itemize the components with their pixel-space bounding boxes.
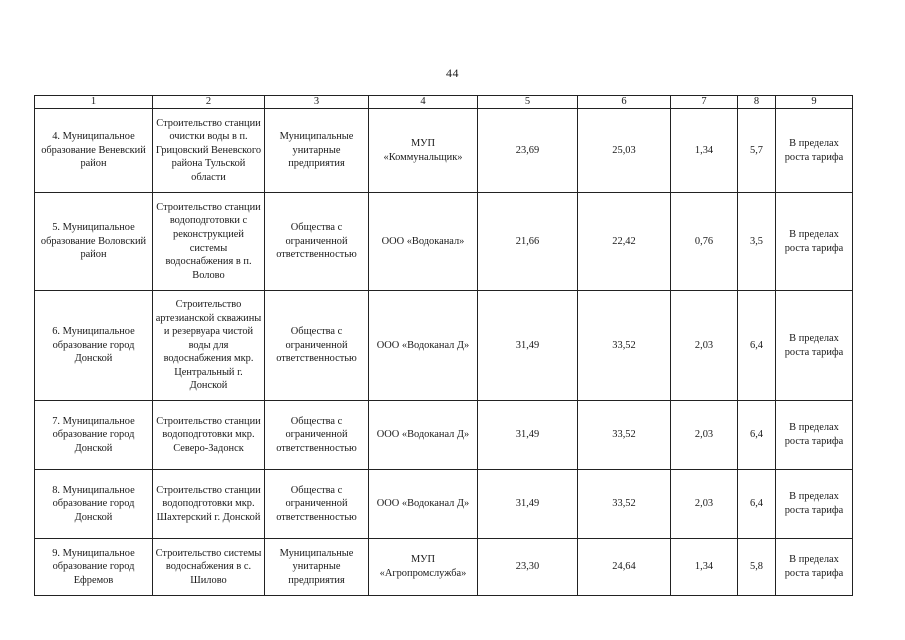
- municipality-cell: [35, 470, 153, 539]
- value-col5-cell: 21,66: [478, 193, 578, 291]
- tariff-limit-cell: В пределах роста тарифа: [776, 193, 853, 291]
- column-header: 8: [738, 96, 776, 109]
- value-col5-cell: 23,30: [478, 539, 578, 596]
- column-header: 1: [35, 96, 153, 109]
- table-row: [35, 193, 853, 291]
- value-col5-cell: 31,49: [478, 470, 578, 539]
- tariff-limit-cell: В пределах роста тарифа: [776, 109, 853, 193]
- row-number: 7.: [52, 415, 61, 427]
- column-header: 6: [578, 96, 671, 109]
- table-row: [35, 109, 853, 193]
- org-type-cell: Общества с ограниченной ответственностью: [265, 470, 369, 539]
- municipality-cell: [35, 193, 153, 291]
- value-col7-cell: 1,34: [671, 109, 738, 193]
- page-number: 44: [446, 66, 459, 80]
- column-header: 3: [265, 96, 369, 109]
- value-col6-cell: 33,52: [578, 291, 671, 401]
- row-number: 4.: [52, 131, 61, 143]
- org-type-cell: Муниципальные унитарные предприятия: [265, 539, 369, 596]
- project-cell: Строительство артезианской скважины и резервуара чистой воды для водоснабжения мкр. Центральный г. Донской: [153, 291, 265, 401]
- organization-cell: ООО «Водоканал Д»: [369, 470, 478, 539]
- value-col8-cell: 6,4: [738, 291, 776, 401]
- column-header: 5: [478, 96, 578, 109]
- organization-cell: МУП «Агропромслужба»: [369, 539, 478, 596]
- row-number: 6.: [52, 326, 61, 338]
- column-number-row: [35, 96, 853, 109]
- column-header: 7: [671, 96, 738, 109]
- project-cell: Строительство станции водоподготовки мкр. Северо-Задонск: [153, 401, 265, 470]
- value-col6-cell: 33,52: [578, 401, 671, 470]
- value-col7-cell: 0,76: [671, 193, 738, 291]
- tariff-limit-cell: В пределах роста тарифа: [776, 401, 853, 470]
- value-col6-cell: 24,64: [578, 539, 671, 596]
- municipality-cell: [35, 539, 153, 596]
- project-cell: Строительство станции водоподготовки мкр. Шахтерский г. Донской: [153, 470, 265, 539]
- row-number: 8.: [52, 484, 61, 496]
- value-col7-cell: 2,03: [671, 291, 738, 401]
- value-col8-cell: 6,4: [738, 401, 776, 470]
- row-number: 5.: [52, 222, 61, 234]
- value-col7-cell: 2,03: [671, 470, 738, 539]
- value-col5-cell: 31,49: [478, 291, 578, 401]
- project-cell: Строительство станции водоподготовки с реконструкцией системы водоснабжения в п. Волово: [153, 193, 265, 291]
- org-type-cell: Общества с ограниченной ответственностью: [265, 401, 369, 470]
- tariff-limit-cell: В пределах роста тарифа: [776, 470, 853, 539]
- organization-cell: МУП «Коммунальщик»: [369, 109, 478, 193]
- tariff-limit-cell: В пределах роста тарифа: [776, 539, 853, 596]
- value-col8-cell: 5,8: [738, 539, 776, 596]
- value-col7-cell: 1,34: [671, 539, 738, 596]
- municipality-cell: [35, 291, 153, 401]
- table-row: [35, 401, 853, 470]
- value-col6-cell: 33,52: [578, 470, 671, 539]
- value-col6-cell: 22,42: [578, 193, 671, 291]
- municipality-name: Муниципальное образование город Донской: [52, 326, 135, 365]
- value-col5-cell: 23,69: [478, 109, 578, 193]
- table-row: [35, 291, 853, 401]
- org-type-cell: Муниципальные унитарные предприятия: [265, 109, 369, 193]
- column-header: 9: [776, 96, 853, 109]
- column-header: 2: [153, 96, 265, 109]
- value-col8-cell: 5,7: [738, 109, 776, 193]
- org-type-cell: Общества с ограниченной ответственностью: [265, 193, 369, 291]
- tariff-limit-cell: В пределах роста тарифа: [776, 291, 853, 401]
- value-col8-cell: 3,5: [738, 193, 776, 291]
- municipality-cell: [35, 109, 153, 193]
- row-number: 9.: [52, 547, 61, 559]
- column-header: 4: [369, 96, 478, 109]
- organization-cell: ООО «Водоканал»: [369, 193, 478, 291]
- municipality-name: Муниципальное образование Воловский район: [40, 222, 147, 261]
- municipality-name: Муниципальное образование город Ефремов: [52, 547, 135, 586]
- tariff-table: [34, 95, 853, 596]
- value-col6-cell: 25,03: [578, 109, 671, 193]
- project-cell: Строительство станции очистки воды в п. Грицовский Веневского района Тульской области: [153, 109, 265, 193]
- municipality-name: Муниципальное образование Веневский район: [41, 131, 146, 170]
- organization-cell: ООО «Водоканал Д»: [369, 401, 478, 470]
- organization-cell: ООО «Водоканал Д»: [369, 291, 478, 401]
- table-row: [35, 539, 853, 596]
- municipality-name: Муниципальное образование город Донской: [52, 484, 135, 523]
- project-cell: Строительство системы водоснабжения в с. Шилово: [153, 539, 265, 596]
- value-col7-cell: 2,03: [671, 401, 738, 470]
- value-col8-cell: 6,4: [738, 470, 776, 539]
- table-row: [35, 470, 853, 539]
- municipality-cell: [35, 401, 153, 470]
- org-type-cell: Общества с ограниченной ответственностью: [265, 291, 369, 401]
- value-col5-cell: 31,49: [478, 401, 578, 470]
- municipality-name: Муниципальное образование город Донской: [52, 415, 135, 454]
